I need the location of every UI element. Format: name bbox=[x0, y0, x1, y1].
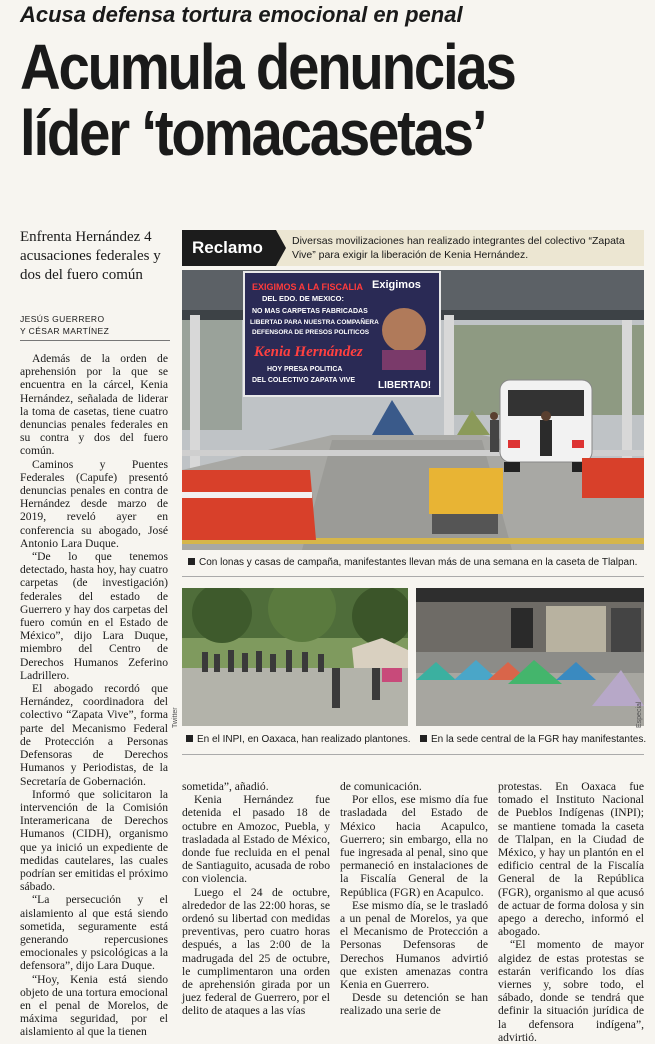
svg-text:HOY PRESA POLITICA: HOY PRESA POLITICA bbox=[267, 366, 343, 373]
yellow-barrier bbox=[429, 468, 503, 534]
fgr-photo-image bbox=[416, 588, 644, 726]
body-paragraph: “De lo que tenemos detectado, hasta hoy, hay cuatro carpetas (de investigación) federales del estado de Guerrero y hay dos carpetas del fuero común en el Estado de México”, dijo Lara Duque, miembro del Centro de Derechos Humanos Zeferino Ladrillero. bbox=[20, 550, 168, 682]
svg-text:DEFENSORA DE PRESOS POLITICOS: DEFENSORA DE PRESOS POLITICOS bbox=[252, 329, 370, 336]
toll-booth-photo bbox=[182, 270, 644, 550]
caption-rule bbox=[182, 576, 644, 577]
photo-block bbox=[172, 230, 647, 760]
svg-text:DEL EDO. DE MEXICO:: DEL EDO. DE MEXICO: bbox=[262, 294, 344, 303]
body-paragraph: Además de la orden de aprehensión por la que se encuentra en la cárcel, Kenia Hernández, señalada de liderar la toma de casetas, tiene cuatro denuncias penales federales en su contra y dos del fuero común. bbox=[20, 352, 168, 458]
svg-text:EXIGIMOS A LA FISCALIA: EXIGIMOS A LA FISCALIA bbox=[252, 282, 364, 292]
byline-author-1: JESÚS GUERRERO bbox=[20, 314, 105, 324]
byline-author-2: Y CÉSAR MARTÍNEZ bbox=[20, 326, 110, 336]
reclamo-arrow bbox=[276, 230, 286, 266]
body-paragraph: Kenia Hernández fue detenida el pasado 18 de octubre en Amozoc, Puebla, y trasladada al Estado de México, donde fue recluida en el penal de Santiaguito, acusada de robo con violencia. bbox=[182, 793, 330, 886]
main-photo bbox=[182, 270, 644, 550]
reclamo-text: Diversas movilizaciones han realizado integrantes del colectivo “Zapata Vive” para exigir la liberación de Kenia Hernández. bbox=[292, 235, 625, 261]
svg-text:Kenia Hernández: Kenia Hernández bbox=[254, 344, 363, 360]
body-column-2 bbox=[182, 780, 330, 1018]
caption-bullet-icon bbox=[188, 558, 195, 565]
headline-line-2: líder ‘tomacasetas’ bbox=[20, 97, 486, 169]
body-paragraph: El abogado recordó que Hernández, coordinadora del colectivo “Zapata Vive”, forma parte del Mecanismo Federal de Protección a Personas Defensoras de Derechos Humanos y Periodistas, de la Secretaría de Gobernación. bbox=[20, 682, 168, 788]
inpi-photo-image bbox=[182, 588, 408, 726]
body-paragraph: Por ellos, ese mismo día fue trasladada del Estado de México hacia Acapulco, Guerrero; sin embargo, ella no fue ingresada al penal, sino que permaneció en instalaciones de la Fiscalía General de la República (FGR) en Acapulco. bbox=[340, 793, 488, 899]
main-photo-caption bbox=[188, 556, 637, 570]
svg-text:LIBERTAD PARA NUESTRA COMPAÑER: LIBERTAD PARA NUESTRA COMPAÑERA bbox=[250, 319, 379, 326]
body-paragraph: Caminos y Puentes Federales (Capufe) presentó denuncias penales en contra de Hernández desde marzo de 2019, reveló ayer en conferencia su abogado, José Antonio Lara Duque. bbox=[20, 457, 168, 550]
headline-line-1: Acumula denuncias bbox=[20, 31, 515, 103]
kicker: Acusa defensa tortura emocional en penal bbox=[20, 2, 463, 27]
body-paragraph: de comunicación. bbox=[340, 780, 422, 793]
body-paragraph: sometida”, añadió. bbox=[182, 780, 269, 793]
inpi-caption-text: En el INPI, en Oaxaca, han realizado plantones. bbox=[197, 734, 411, 745]
byline bbox=[20, 313, 170, 341]
inpi-caption bbox=[186, 733, 410, 747]
svg-text:Exigimos: Exigimos bbox=[372, 279, 421, 291]
svg-text:DEL COLECTIVO ZAPATA VIVE: DEL COLECTIVO ZAPATA VIVE bbox=[252, 377, 356, 384]
body-paragraph: “Hoy, Kenia está siendo objeto de una tortura emocional en el penal de Morelos, de máxima seguridad, por el aislamiento al que la tienen bbox=[20, 972, 168, 1039]
caption-bullet-icon bbox=[186, 735, 193, 742]
body-paragraph: Luego el 24 de octubre, alrededor de las 22:00 horas, se ordenó su libertad con medidas preventivas, pero cuatro horas después, a las 2:00 de la madrugada del 25 de octubre, le cumplimentaron una orden de aprehensión girada por un juez federal de Guerrero, por el delito de ataques a las vías bbox=[182, 885, 330, 1018]
svg-text:LIBERTAD!: LIBERTAD! bbox=[378, 380, 432, 391]
photo-credit-twitter: Twitter bbox=[172, 707, 179, 728]
main-caption-text: Con lonas y casas de campaña, manifestantes llevan más de una semana en la caseta de Tlalpan. bbox=[199, 557, 638, 568]
protest-banner bbox=[244, 272, 440, 396]
body-column-1 bbox=[20, 352, 168, 1039]
body-paragraph: Desde su detención se han realizado una serie de bbox=[340, 991, 488, 1018]
body-paragraph: Ese mismo día, se le trasladó a un penal de Morelos, ya que el Mecanismo de Protección a Personas Defensoras de Derechos Humanos advirtió que existen amenazas contra Kenia en Guerrero. bbox=[340, 898, 488, 992]
fgr-photo bbox=[416, 588, 644, 726]
deck: Enfrenta Hernández 4 acusaciones federales y dos del fuero común bbox=[20, 229, 161, 283]
inpi-photo bbox=[182, 588, 408, 726]
body-paragraph: “El momento de mayor algidez de estas protestas se estarán verificando los días viernes y, sobre todo, el sábado, donde se tendrá que definir la situación jurídica de la defensora indígena”, advirtió. bbox=[498, 938, 644, 1044]
body-paragraph: Informó que solicitaron la intervención de la Comisión Interamericana de Derechos Humanos (CIDH), organismo que ya inició un expediente de medidas cautelares, las cuales podrían ser emitidas el próximo sábado. bbox=[20, 787, 168, 894]
body-paragraph: protestas. En Oaxaca fue tomado el Instituto Nacional de Pueblos Indígenas (INPI); se mantiene tomada la caseta de Tlalpan, en la Ciudad de México, y hay un plantón en el edificio central de la Fiscalía General de la República (FGR), organismo al que acusó de actuar de forma dolosa y sin apego a derecho, informó el abogado. bbox=[498, 780, 644, 939]
photo-credit-especial: Especial bbox=[636, 701, 643, 728]
caption-bullet-icon bbox=[420, 735, 427, 742]
headline bbox=[20, 31, 570, 169]
body-column-4 bbox=[498, 780, 644, 1044]
fgr-caption-text: En la sede central de la FGR hay manifestantes. bbox=[431, 734, 647, 745]
svg-text:NO MAS CARPETAS FABRICADAS: NO MAS CARPETAS FABRICADAS bbox=[252, 308, 368, 315]
caption-rule bbox=[182, 754, 644, 755]
fgr-caption bbox=[420, 733, 646, 747]
reclamo-tag: Reclamo bbox=[182, 230, 276, 266]
reclamo-bar bbox=[182, 230, 644, 266]
body-paragraph: “La persecución y el aislamiento al que está siendo sometida, seguramente está generando repercusiones emocionales y psicológicas a la defensora”, dijo Lara Duque. bbox=[20, 893, 168, 973]
body-column-3 bbox=[340, 780, 488, 1018]
